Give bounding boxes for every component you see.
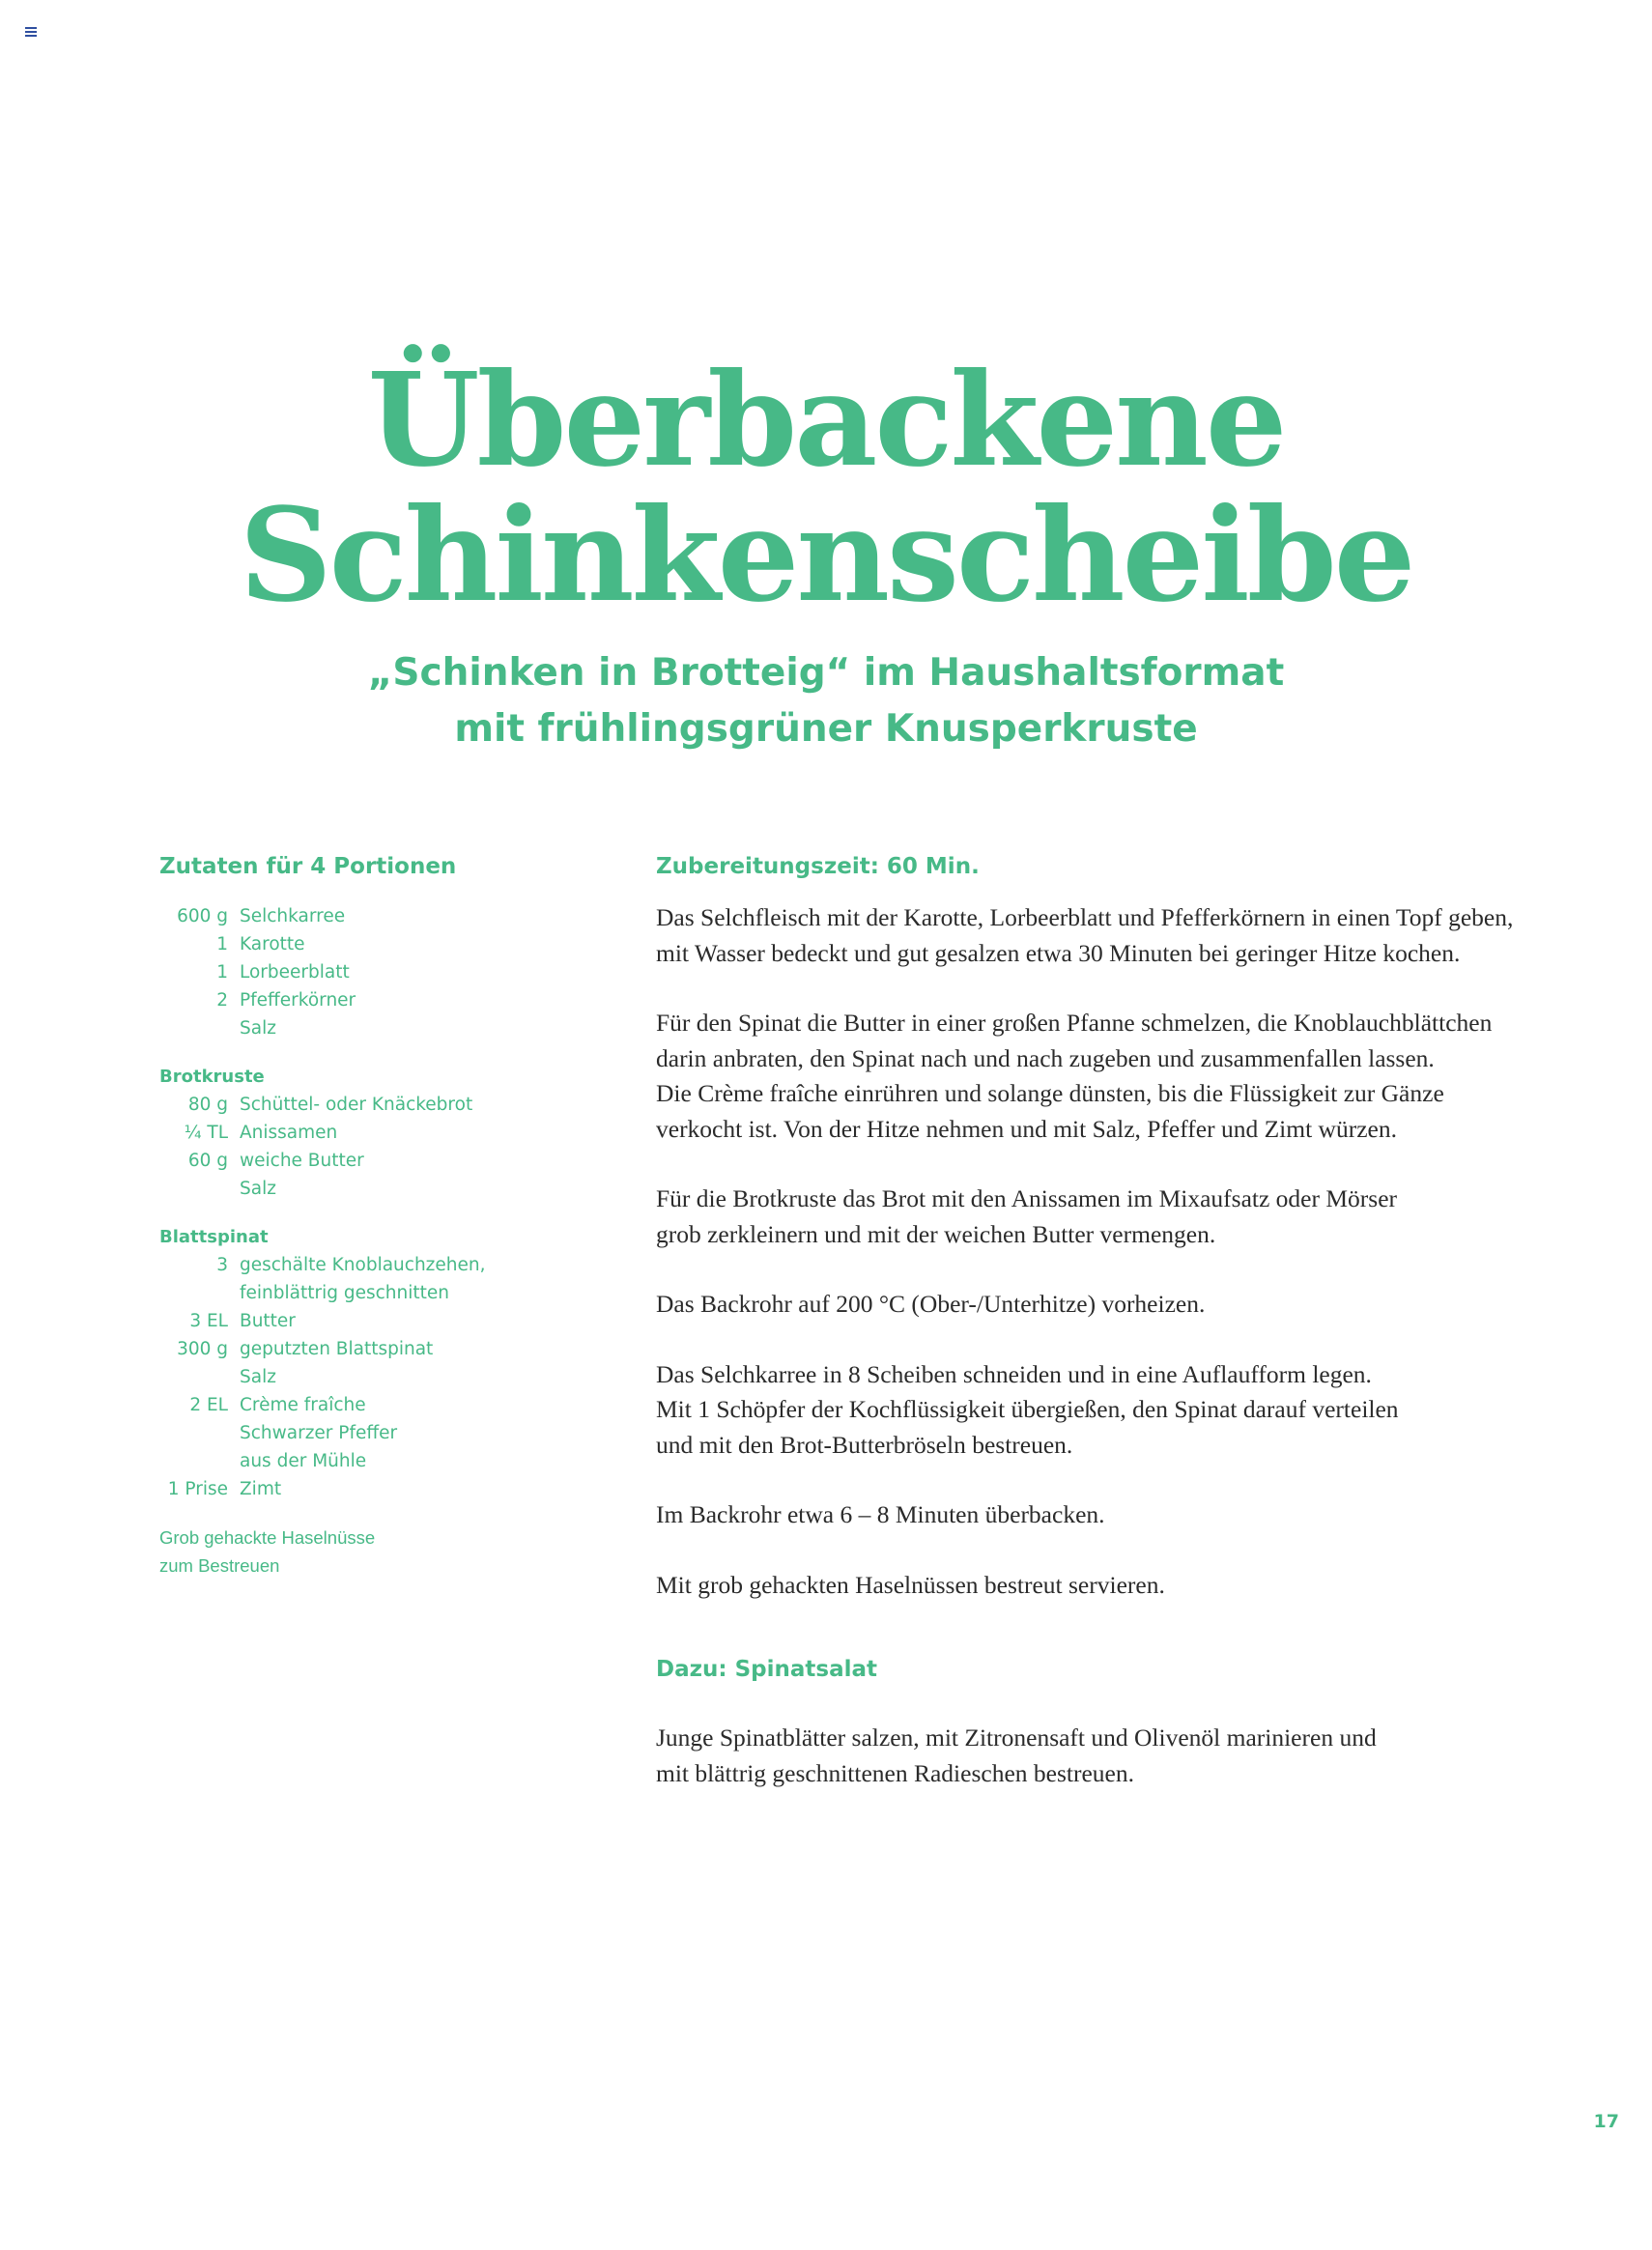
ingredient-qty: 3 bbox=[216, 1255, 228, 1275]
ingredient-name: aus der Mühle bbox=[240, 1451, 367, 1471]
ingredient-row bbox=[159, 1119, 565, 1147]
ingredient-qty: 2 bbox=[216, 990, 228, 1011]
ingredients-main-group bbox=[159, 902, 565, 1042]
recipe-title bbox=[0, 345, 1652, 631]
ingredient-name: Salz bbox=[240, 1367, 276, 1387]
ingredient-name: Anissamen bbox=[240, 1123, 338, 1143]
subtitle-line-2: mit frühlingsgrüner Knusperkruste bbox=[454, 707, 1198, 751]
ingredient-qty: 1 bbox=[216, 934, 228, 954]
recipe-subtitle bbox=[0, 645, 1652, 757]
menu-icon[interactable] bbox=[25, 27, 37, 37]
preparation-heading: Zubereitungszeit: 60 Min. bbox=[656, 854, 980, 879]
preparation-column bbox=[656, 852, 1622, 1826]
ingredients-column bbox=[159, 852, 565, 1580]
preparation-step: Im Backrohr etwa 6 – 8 Minuten überbacken. bbox=[656, 1500, 1105, 1528]
side-dish-text: Junge Spinatblätter salzen, mit Zitronensaft und Olivenöl marinieren und mit blättrig geschnittenen Radieschen bestreuen. bbox=[656, 1723, 1377, 1787]
ingredient-row bbox=[159, 1307, 565, 1335]
ingredient-qty bbox=[159, 1447, 240, 1475]
ingredient-name: Crème fraîche bbox=[240, 1395, 366, 1415]
ingredient-row bbox=[159, 1363, 565, 1391]
preparation-step: Das Selchkarree in 8 Scheiben schneiden und in eine Auflaufform legen. Mit 1 Schöpfer der Kochflüssigkeit übergießen, den Spinat darauf verteilen und mit den Brot-Butterbröseln bestreuen. bbox=[656, 1359, 1399, 1459]
ingredient-qty: ¼ TL bbox=[184, 1123, 228, 1143]
ingredient-row bbox=[159, 930, 565, 958]
ingredient-name: weiche Butter bbox=[240, 1151, 364, 1171]
ingredient-qty: 2 EL bbox=[189, 1395, 228, 1415]
blattspinat-heading: Blattspinat bbox=[159, 1227, 269, 1247]
preparation-step: Das Selchfleisch mit der Karotte, Lorbeerblatt und Pfefferkörnern in einen Topf geben, mit Wasser bedeckt und gut gesalzen etwa 30 Minuten bei geringer Hitze kochen. bbox=[656, 903, 1514, 967]
subtitle-line-1: „Schinken in Brotteig“ im Haushaltsformat bbox=[367, 651, 1285, 695]
ingredient-name: Lorbeerblatt bbox=[240, 962, 350, 983]
ingredient-qty: 3 EL bbox=[189, 1311, 228, 1331]
ingredient-row bbox=[159, 1475, 565, 1503]
ingredient-row bbox=[159, 1014, 565, 1042]
ingredient-qty: 300 g bbox=[177, 1339, 228, 1359]
ingredients-footer bbox=[159, 1524, 565, 1580]
ingredients-heading: Zutaten für 4 Portionen bbox=[159, 854, 457, 879]
ingredient-qty bbox=[159, 1175, 240, 1203]
preparation-step: Für den Spinat die Butter in einer großen Pfanne schmelzen, die Knoblauchblättchen darin anbraten, den Spinat nach und nach zugeben und zusammenfallen lassen. Die Crème fraîche einrühren und solange dünsten, bis die Flüssigkeit zur Gänze verkocht ist. Von der Hitze nehmen und mit Salz, Pfeffer und Zimt würzen. bbox=[656, 1009, 1493, 1143]
ingredient-name: Schüttel- oder Knäckebrot bbox=[240, 1095, 473, 1115]
preparation-step: Für die Brotkruste das Brot mit den Anissamen im Mixaufsatz oder Mörser grob zerkleinern und mit der weichen Butter vermengen. bbox=[656, 1184, 1398, 1248]
ingredient-row bbox=[159, 958, 565, 986]
ingredient-row bbox=[159, 1147, 565, 1175]
ingredient-row bbox=[159, 1279, 565, 1307]
ingredient-name: Selchkarree bbox=[240, 906, 346, 926]
ingredient-qty bbox=[159, 1014, 240, 1042]
ingredient-name: Zimt bbox=[240, 1479, 282, 1499]
ingredient-qty: 80 g bbox=[187, 1095, 228, 1115]
ingredient-name: geschälte Knoblauchzehen, bbox=[240, 1255, 486, 1275]
preparation-step: Das Backrohr auf 200 °C (Ober-/Unterhitze) vorheizen. bbox=[656, 1290, 1206, 1318]
side-dish-heading: Dazu: Spinatsalat bbox=[656, 1657, 877, 1682]
ingredient-qty bbox=[159, 1279, 240, 1307]
ingredient-qty bbox=[159, 1419, 240, 1447]
footer-line-2: zum Bestreuen bbox=[159, 1555, 280, 1576]
ingredient-qty: 600 g bbox=[177, 906, 228, 926]
ingredient-name: Butter bbox=[240, 1311, 296, 1331]
ingredient-row bbox=[159, 1391, 565, 1419]
ingredient-row bbox=[159, 1251, 565, 1279]
ingredient-name: Schwarzer Pfeffer bbox=[240, 1423, 398, 1443]
footer-line-1: Grob gehackte Haselnüsse bbox=[159, 1527, 376, 1548]
ingredient-row bbox=[159, 902, 565, 930]
ingredient-qty: 1 bbox=[216, 962, 228, 983]
ingredient-name: Salz bbox=[240, 1179, 276, 1199]
ingredient-name: Karotte bbox=[240, 934, 305, 954]
ingredient-row bbox=[159, 1447, 565, 1475]
ingredient-name: Salz bbox=[240, 1018, 276, 1039]
ingredients-blattspinat-group bbox=[159, 1223, 565, 1503]
ingredient-row bbox=[159, 1091, 565, 1119]
ingredient-row bbox=[159, 1419, 565, 1447]
title-line-1: Überbackene bbox=[367, 345, 1285, 496]
ingredient-row bbox=[159, 986, 565, 1014]
ingredients-brotkruste-group bbox=[159, 1063, 565, 1203]
ingredient-name: geputzten Blattspinat bbox=[240, 1339, 434, 1359]
page-number: 17 bbox=[1593, 2111, 1619, 2132]
ingredient-row bbox=[159, 1175, 565, 1203]
title-line-2: Schinkenscheibe bbox=[239, 480, 1413, 631]
ingredient-qty: 1 Prise bbox=[167, 1479, 228, 1499]
ingredient-name: feinblättrig geschnitten bbox=[240, 1283, 449, 1303]
ingredient-qty: 60 g bbox=[187, 1151, 228, 1171]
ingredient-qty bbox=[159, 1363, 240, 1391]
preparation-step: Mit grob gehackten Haselnüssen bestreut servieren. bbox=[656, 1570, 1165, 1599]
ingredient-name: Pfefferkörner bbox=[240, 990, 356, 1011]
brotkruste-heading: Brotkruste bbox=[159, 1067, 265, 1087]
ingredient-row bbox=[159, 1335, 565, 1363]
